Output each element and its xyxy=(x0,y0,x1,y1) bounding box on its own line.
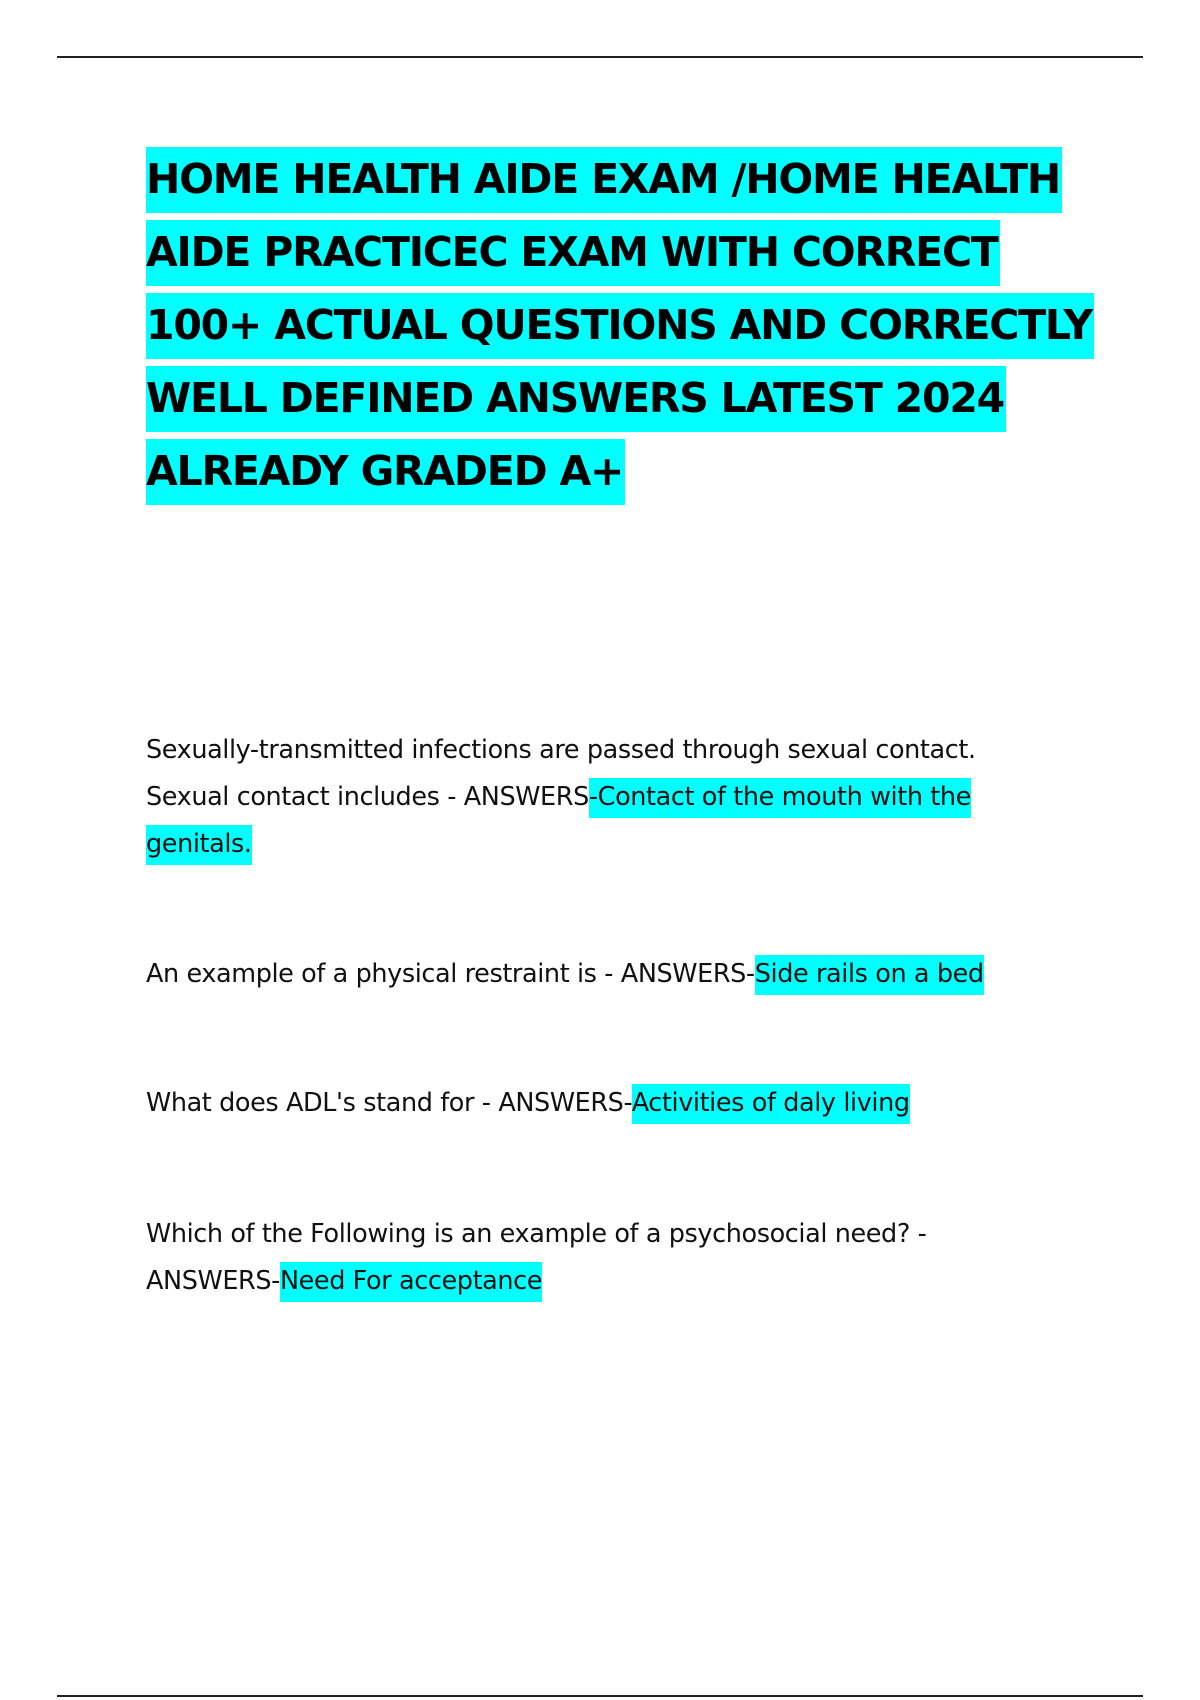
answer-highlight: Need For acceptance xyxy=(280,1262,542,1302)
question-text: Which of the Following is an example of a psychosocial need? - xyxy=(146,1219,927,1249)
answer-prefix: ANSWERS- xyxy=(620,959,755,989)
answer-highlight: Activities of daly living xyxy=(632,1084,910,1124)
qa-item-adl xyxy=(146,1080,1046,1127)
question-text: An example of a physical restraint is - xyxy=(146,959,621,989)
answer-highlight: Side rails on a bed xyxy=(755,955,984,995)
qa-item-restraint xyxy=(146,951,1046,998)
answer-prefix: ANSWERS- xyxy=(146,1266,280,1296)
answer-prefix: ANSWERS xyxy=(463,782,589,812)
qa-item-psychosocial xyxy=(146,1211,1046,1305)
footer-rule xyxy=(57,1695,1143,1697)
document-title xyxy=(146,143,1106,508)
header-rule xyxy=(57,56,1143,58)
question-text: Sexually-transmitted infections are passed through sexual contact. Sexual contact includes - xyxy=(146,735,976,812)
answer-prefix: ANSWERS- xyxy=(498,1088,632,1118)
answer-highlight: -Contact of the mouth with the genitals. xyxy=(146,778,971,865)
qa-item-sti xyxy=(146,727,1046,868)
question-text: What does ADL's stand for - xyxy=(146,1088,499,1118)
title-highlight: HOME HEALTH AIDE EXAM /HOME HEALTH AIDE PRACTICEC EXAM WITH CORRECT 100+ ACTUAL QUESTIONS AND CORRECTLY WELL DEFINED ANSWERS LATEST 2024 ALREADY GRADED A+ xyxy=(146,147,1094,505)
